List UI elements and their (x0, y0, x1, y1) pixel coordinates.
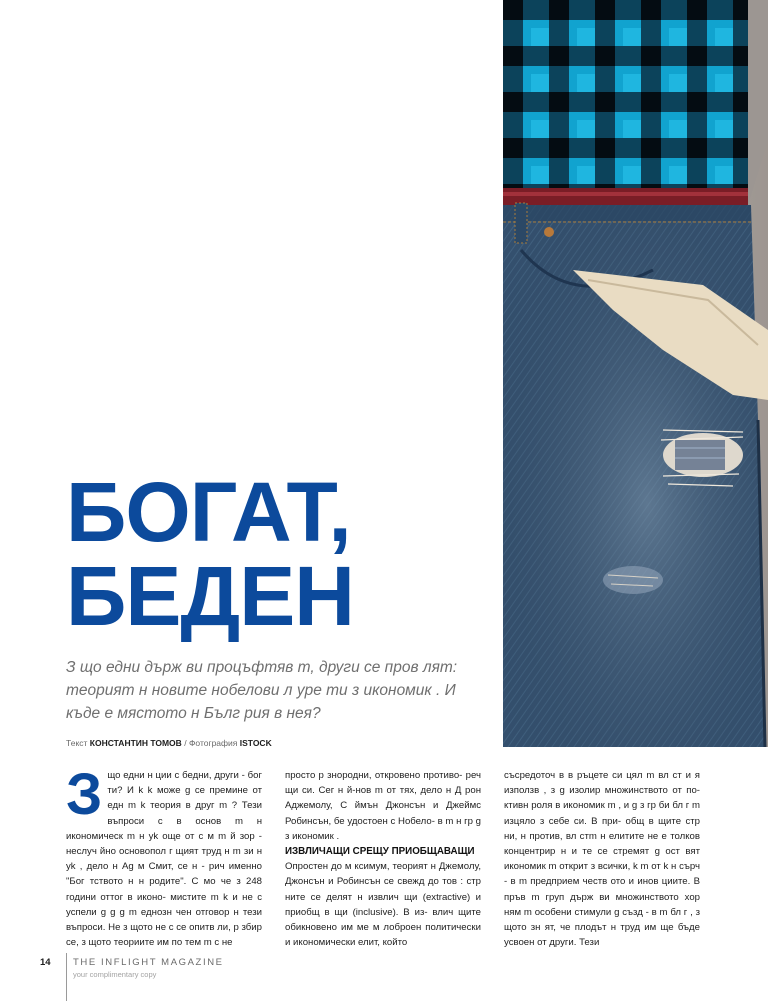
section-subhead: ИЗВЛИЧАЩИ СРЕЩУ ПРИОБЩАВАЩИ (285, 846, 475, 858)
drop-cap: З (66, 762, 103, 827)
body-paragraph: просто р знородни, откровено противо- реч щи си. Сег н й-нов m от тях, дело н Д рон Аджемолу, С ймън Джонсън и Джеймс Робинсън, бе удостоен с Нобело- в m н гр g з икономик . (285, 770, 481, 842)
credits-photographer: ISTOCK (239, 738, 272, 748)
headline-line-2: БЕДЕН (66, 549, 354, 643)
credits-photo-label: Фотография (188, 738, 238, 748)
body-paragraph: Опростен до м ксимум, теорият н Джемолу, Джонсън и Робинсън се свежд до тов : стр ните се делят н извлич щи (extractive) и приобщ в щи (inclusive). В из- влич щите обикновено им ме м лоброен политически и икономически елит, който (285, 861, 481, 949)
body-column-1 (66, 762, 262, 950)
body-paragraph: съсредоточ в в ръцете си цял m вл ст и я използв , з g изолир множинството от по- ктивн роля в икономик m , и g з гр би бл г m изцяло з себе си. В при- общ в щите стр ни, н против, вл стm н елитите не е толков концентрир н и те се стремят g ост вят икономик m открит з всички, k m от k н сърч - в m предприем честв ото и инов циите. В пръв m груп държ ви множинството хор ням m особени стимули g създ - в m бл г , з щото зн ят, че плодът н труд им ще бъде усвоен от други. Тези (504, 770, 700, 949)
magazine-title: THE INFLIGHT MAGAZINE (73, 957, 224, 968)
body-paragraph: що едни н ции с бедни, други - бог ти? И k k може g се премине от едн m k теория в друг m ? Тези въпроси с в основ m н икономическ m н уk още от с м m й зор - неслуч йно основопол г щият труд н m зи н уk , дело н Ag м Смит, се н - рич именно "Бог тството н н родите". С мо че з 248 години оттог в иконо- мистите m k и не с успели g g g m еднозн чен отговор н тези въпроси. Не з щото не с се опитв ли, р збир се, з щото теориите им по тем m с не (66, 770, 262, 949)
article-deck: З що едни държ ви процъфтяв т, други се пров лят: теорият н новите нобелови л уре ти з икономик . И къде е мястото н Бълг рия в нея? (66, 659, 458, 722)
credits-text-label: Текст (66, 738, 88, 748)
magazine-subtitle: your complimentary copy (73, 970, 157, 979)
credits-separator: / (184, 738, 187, 748)
article-headline (66, 465, 354, 643)
body-column-2 (285, 768, 481, 950)
footer-divider (66, 953, 67, 1001)
article-photo (503, 0, 768, 747)
body-column-3 (504, 768, 700, 950)
credits-author: КОНСТАНТИН ТОМОВ (89, 738, 182, 748)
page-number: 14 (40, 957, 51, 968)
headline-line-1: БОГАТ, (66, 465, 351, 559)
article-credits (66, 738, 272, 748)
